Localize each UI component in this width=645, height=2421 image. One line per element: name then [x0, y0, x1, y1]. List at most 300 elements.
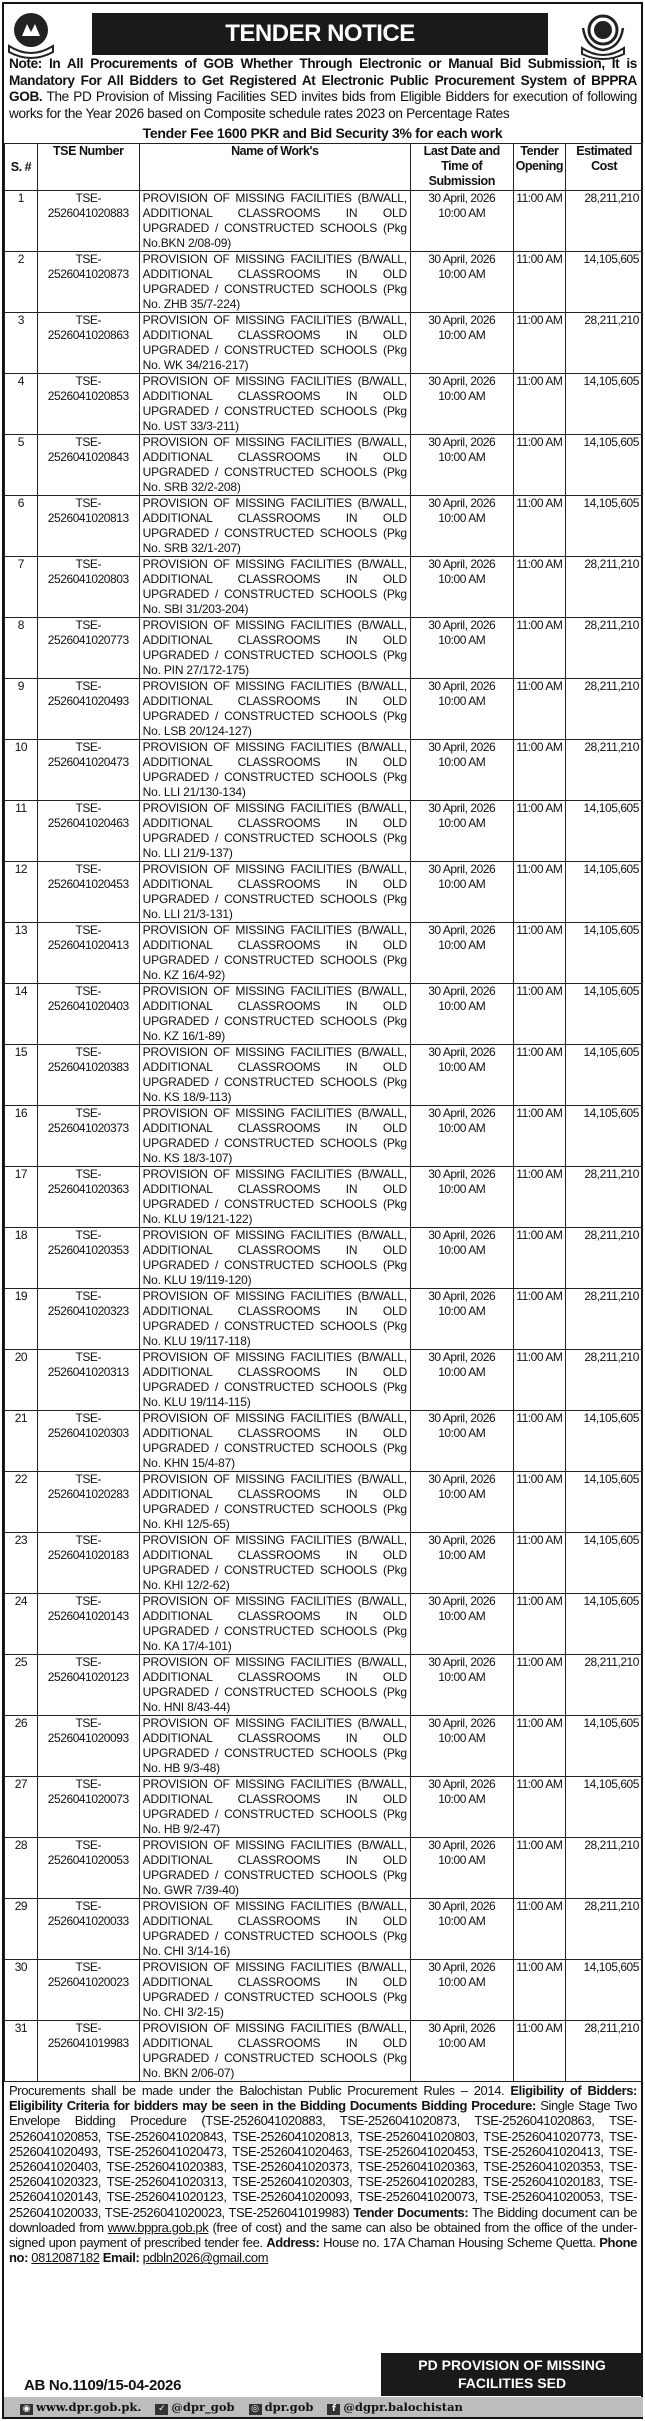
row-tse-number: TSE- 2526041020143 — [37, 1594, 139, 1655]
page-title: TENDER NOTICE — [92, 13, 548, 55]
row-submission-date: 30 April, 2026 10:00 AM — [410, 1167, 513, 1228]
package-number: Pkg No. ZHB 35/7-224 — [142, 282, 407, 311]
row-tse-number: TSE- 2526041020353 — [37, 1228, 139, 1289]
work-description: PROVISION OF MISSING FACILITIES (B/WALL, ADDITIONAL CLASSROOMS IN OLD UPGRADED / CONSTRUCTED SCHOOLS — [142, 374, 407, 418]
row-estimated-cost: 28,211,210 — [566, 1350, 643, 1411]
row-tse-number: TSE- 2526041020843 — [37, 435, 139, 496]
row-tse-number: TSE- 2526041020033 — [37, 1899, 139, 1960]
row-work-name: PROVISION OF MISSING FACILITIES (B/WALL, ADDITIONAL CLASSROOMS IN OLD UPGRADED / CONSTRUCTED SCHOOLS (Pkg No. BKN 2/06-07) — [139, 2021, 410, 2082]
row-tender-opening: 11:00 AM — [513, 1533, 566, 1594]
work-description: PROVISION OF MISSING FACILITIES (B/WALL, ADDITIONAL CLASSROOMS IN OLD UPGRADED / CONSTRUCTED SCHOOLS — [142, 1106, 407, 1150]
row-estimated-cost: 14,105,605 — [566, 1716, 643, 1777]
package-number: Pkg No. UST 33/3-211 — [142, 404, 407, 433]
row-submission-date: 30 April, 2026 10:00 AM — [410, 2021, 513, 2082]
row-estimated-cost: 28,211,210 — [566, 740, 643, 801]
row-estimated-cost: 14,105,605 — [566, 374, 643, 435]
row-submission-date: 30 April, 2026 10:00 AM — [410, 1411, 513, 1472]
row-submission-date: 30 April, 2026 10:00 AM — [410, 862, 513, 923]
package-number: Pkg No. KLU 19/117-118 — [142, 1319, 407, 1348]
row-work-name: PROVISION OF MISSING FACILITIES (B/WALL, ADDITIONAL CLASSROOMS IN OLD UPGRADED / CONSTRUCTED SCHOOLS (Pkg No. SRB 32/1-207) — [139, 496, 410, 557]
row-estimated-cost: 14,105,605 — [566, 984, 643, 1045]
row-sno: 15 — [5, 1045, 38, 1106]
row-tender-opening: 11:00 AM — [513, 618, 566, 679]
work-description: PROVISION OF MISSING FACILITIES (B/WALL, ADDITIONAL CLASSROOMS IN OLD UPGRADED / CONSTRUCTED SCHOOLS — [142, 313, 407, 357]
table-row — [5, 1472, 643, 1533]
row-sno: 5 — [5, 435, 38, 496]
row-tender-opening: 11:00 AM — [513, 740, 566, 801]
row-submission-date: 30 April, 2026 10:00 AM — [410, 923, 513, 984]
table-row — [5, 374, 643, 435]
table-row — [5, 1045, 643, 1106]
row-tse-number: TSE- 2526041020883 — [37, 191, 139, 252]
table-row — [5, 1838, 643, 1899]
work-description: PROVISION OF MISSING FACILITIES (B/WALL, ADDITIONAL CLASSROOMS IN OLD UPGRADED / CONSTRUCTED SCHOOLS — [142, 740, 407, 784]
row-estimated-cost: 28,211,210 — [566, 1655, 643, 1716]
instagram-icon: ◎ — [249, 2404, 262, 2415]
row-submission-date: 30 April, 2026 10:00 AM — [410, 435, 513, 496]
package-number: Pkg No. SRB 32/1-207 — [142, 526, 407, 555]
table-row — [5, 1960, 643, 2021]
row-tender-opening: 11:00 AM — [513, 1594, 566, 1655]
row-tender-opening: 11:00 AM — [513, 252, 566, 313]
row-tender-opening: 11:00 AM — [513, 557, 566, 618]
row-estimated-cost: 28,211,210 — [566, 618, 643, 679]
terms-text: Procurements shall be made under the Balochistan Public Procurement Rules – 2014. — [9, 2083, 511, 2098]
social-handle: dpr.gob — [264, 2399, 314, 2414]
row-tse-number: TSE- 2526041020123 — [37, 1655, 139, 1716]
row-tender-opening: 11:00 AM — [513, 679, 566, 740]
package-number: Pkg No. HB 9/3-48 — [142, 1746, 407, 1775]
row-sno: 1 — [5, 191, 38, 252]
package-number: Pkg No. KA 17/4-101 — [142, 1624, 407, 1653]
terms-text: The Bidding document can be downloaded from — [9, 2204, 637, 2235]
table-header-row — [5, 144, 643, 191]
row-submission-date: 30 April, 2026 10:00 AM — [410, 374, 513, 435]
row-work-name: PROVISION OF MISSING FACILITIES (B/WALL, ADDITIONAL CLASSROOMS IN OLD UPGRADED / CONSTRUCTED SCHOOLS (Pkg No. KHI 12/2-62) — [139, 1533, 410, 1594]
row-estimated-cost: 14,105,605 — [566, 1777, 643, 1838]
work-description: PROVISION OF MISSING FACILITIES (B/WALL, ADDITIONAL CLASSROOMS IN OLD UPGRADED / CONSTRUCTED SCHOOLS — [142, 2021, 407, 2065]
contact-link[interactable]: 0812087182 — [31, 2250, 100, 2266]
row-sno: 20 — [5, 1350, 38, 1411]
row-tender-opening: 11:00 AM — [513, 313, 566, 374]
ab-number: AB No.1109/15-04-2026 — [24, 2377, 182, 2394]
package-number: Pkg No. HNI 8/43-44 — [142, 1685, 407, 1714]
package-number: Pkg No. WK 34/216-217 — [142, 343, 407, 372]
row-sno: 31 — [5, 2021, 38, 2082]
row-tse-number: TSE- 2526041020813 — [37, 496, 139, 557]
twitter-icon: ✓ — [155, 2404, 168, 2415]
row-tse-number: TSE- 2526041020313 — [37, 1350, 139, 1411]
section-label: Eligibility of Bidders: Eligibility Criteria for bidders may be seen in the Bidding Documents Bidding Procedure: — [9, 2083, 637, 2114]
row-tender-opening: 11:00 AM — [513, 1899, 566, 1960]
row-tse-number: TSE- 2526041020413 — [37, 923, 139, 984]
row-submission-date: 30 April, 2026 10:00 AM — [410, 1594, 513, 1655]
row-tender-opening: 11:00 AM — [513, 1350, 566, 1411]
table-row — [5, 923, 643, 984]
row-estimated-cost: 14,105,605 — [566, 801, 643, 862]
row-tender-opening: 11:00 AM — [513, 374, 566, 435]
social-item[interactable] — [249, 2400, 314, 2415]
work-description: PROVISION OF MISSING FACILITIES (B/WALL, ADDITIONAL CLASSROOMS IN OLD UPGRADED / CONSTRUCTED SCHOOLS — [142, 1411, 407, 1455]
package-number: Pkg No. KS 18/9-113 — [142, 1075, 407, 1104]
row-tender-opening: 11:00 AM — [513, 862, 566, 923]
table-row — [5, 1899, 643, 1960]
row-work-name: PROVISION OF MISSING FACILITIES (B/WALL, ADDITIONAL CLASSROOMS IN OLD UPGRADED / CONSTRUCTED SCHOOLS (Pkg No. KLU 19/119-120) — [139, 1228, 410, 1289]
balochistan-govt-logo-icon — [6, 8, 56, 60]
package-number: Pkg No. KHI 12/5-65 — [142, 1502, 407, 1531]
social-item[interactable] — [155, 2400, 234, 2415]
table-row — [5, 679, 643, 740]
row-estimated-cost: 28,211,210 — [566, 1228, 643, 1289]
row-sno: 30 — [5, 1960, 38, 2021]
work-description: PROVISION OF MISSING FACILITIES (B/WALL, ADDITIONAL CLASSROOMS IN OLD UPGRADED / CONSTRUCTED SCHOOLS — [142, 984, 407, 1028]
row-submission-date: 30 April, 2026 10:00 AM — [410, 1350, 513, 1411]
work-description: PROVISION OF MISSING FACILITIES (B/WALL, ADDITIONAL CLASSROOMS IN OLD UPGRADED / CONSTRUCTED SCHOOLS — [142, 557, 407, 601]
row-tse-number: TSE- 2526041020383 — [37, 1045, 139, 1106]
table-row — [5, 1106, 643, 1167]
row-work-name: PROVISION OF MISSING FACILITIES (B/WALL, ADDITIONAL CLASSROOMS IN OLD UPGRADED / CONSTRUCTED SCHOOLS (Pkg No. UST 33/3-211) — [139, 374, 410, 435]
row-estimated-cost: 28,211,210 — [566, 1289, 643, 1350]
row-tse-number: TSE- 2526041020463 — [37, 801, 139, 862]
row-tender-opening: 11:00 AM — [513, 2021, 566, 2082]
table-row — [5, 1350, 643, 1411]
row-submission-date: 30 April, 2026 10:00 AM — [410, 1899, 513, 1960]
package-number: Pkg No. LLI 21/3-131 — [142, 892, 407, 921]
row-sno: 17 — [5, 1167, 38, 1228]
row-sno: 13 — [5, 923, 38, 984]
work-description: PROVISION OF MISSING FACILITIES (B/WALL, ADDITIONAL CLASSROOMS IN OLD UPGRADED / CONSTRUCTED SCHOOLS — [142, 1960, 407, 2004]
row-sno: 27 — [5, 1777, 38, 1838]
package-number: Pkg No. KHN 15/4-87 — [142, 1441, 407, 1470]
work-description: PROVISION OF MISSING FACILITIES (B/WALL, ADDITIONAL CLASSROOMS IN OLD UPGRADED / CONSTRUCTED SCHOOLS — [142, 1655, 407, 1699]
row-submission-date: 30 April, 2026 10:00 AM — [410, 984, 513, 1045]
row-tender-opening: 11:00 AM — [513, 1228, 566, 1289]
row-tse-number: TSE- 2526041020323 — [37, 1289, 139, 1350]
row-estimated-cost: 14,105,605 — [566, 1472, 643, 1533]
row-tender-opening: 11:00 AM — [513, 1167, 566, 1228]
row-submission-date: 30 April, 2026 10:00 AM — [410, 1533, 513, 1594]
row-tender-opening: 11:00 AM — [513, 923, 566, 984]
row-tender-opening: 11:00 AM — [513, 1472, 566, 1533]
work-description: PROVISION OF MISSING FACILITIES (B/WALL, ADDITIONAL CLASSROOMS IN OLD UPGRADED / CONSTRUCTED SCHOOLS — [142, 1838, 407, 1882]
row-estimated-cost: 14,105,605 — [566, 923, 643, 984]
work-description: PROVISION OF MISSING FACILITIES (B/WALL, ADDITIONAL CLASSROOMS IN OLD UPGRADED / CONSTRUCTED SCHOOLS — [142, 801, 407, 845]
row-tender-opening: 11:00 AM — [513, 1045, 566, 1106]
row-sno: 24 — [5, 1594, 38, 1655]
table-row — [5, 191, 643, 252]
table-row — [5, 435, 643, 496]
row-sno: 9 — [5, 679, 38, 740]
row-submission-date: 30 April, 2026 10:00 AM — [410, 1228, 513, 1289]
tender-table — [4, 143, 643, 2082]
work-description: PROVISION OF MISSING FACILITIES (B/WALL, ADDITIONAL CLASSROOMS IN OLD UPGRADED / CONSTRUCTED SCHOOLS — [142, 618, 407, 662]
emblem-logo-icon — [578, 8, 628, 60]
row-work-name: PROVISION OF MISSING FACILITIES (B/WALL, ADDITIONAL CLASSROOMS IN OLD UPGRADED / CONSTRUCTED SCHOOLS (Pkg No. HB 9/2-47) — [139, 1777, 410, 1838]
row-work-name: PROVISION OF MISSING FACILITIES (B/WALL, ADDITIONAL CLASSROOMS IN OLD UPGRADED / CONSTRUCTED SCHOOLS (Pkg No. KLU 19/121-122) — [139, 1167, 410, 1228]
table-row — [5, 1289, 643, 1350]
row-sno: 4 — [5, 374, 38, 435]
row-tender-opening: 11:00 AM — [513, 1777, 566, 1838]
work-description: PROVISION OF MISSING FACILITIES (B/WALL, ADDITIONAL CLASSROOMS IN OLD UPGRADED / CONSTRUCTED SCHOOLS — [142, 862, 407, 906]
table-row — [5, 1228, 643, 1289]
section-label: Phone no: — [9, 2235, 637, 2266]
row-submission-date: 30 April, 2026 10:00 AM — [410, 1289, 513, 1350]
row-submission-date: 30 April, 2026 10:00 AM — [410, 1045, 513, 1106]
row-sno: 7 — [5, 557, 38, 618]
row-estimated-cost: 28,211,210 — [566, 313, 643, 374]
row-tse-number: TSE- 2526041020853 — [37, 374, 139, 435]
table-row — [5, 862, 643, 923]
terms-text: Single Stage Two Envelope Bidding Procedure (TSE-2526041020883, TSE-2526041020873, TSE-2526041020863, TSE-2526041020853, TSE-2526041020843, TSE-2526041020813, TSE-2526041020803, TSE-2526041020773, TSE-2526041020493, TSE-2526041020473, TSE-2526041020463, TSE-2526041020453, TSE-2526041020413, TSE-2526041020403, TSE-2526041020383, TSE-2526041020373, TSE-2526041020363, TSE-2526041020353, TSE-2526041020323, TSE-2526041020313, TSE-2526041020303, TSE-2526041020283, TSE-2526041020183, TSE-2526041020143, TSE-2526041020123, TSE-2526041020093, TSE-2526041020073, TSE-2526041020053, TSE-2526041020033, TSE-2526041020023, TSE-2526041019983) — [9, 2098, 637, 2220]
row-tse-number: TSE- 2526041020453 — [37, 862, 139, 923]
row-submission-date: 30 April, 2026 10:00 AM — [410, 252, 513, 313]
row-tse-number: TSE- 2526041020023 — [37, 1960, 139, 2021]
signatory-line-1: PD PROVISION OF MISSING — [418, 2357, 606, 2373]
globe-icon: ◉ — [20, 2404, 33, 2415]
work-description: PROVISION OF MISSING FACILITIES (B/WALL, ADDITIONAL CLASSROOMS IN OLD UPGRADED / CONSTRUCTED SCHOOLS — [142, 1594, 407, 1638]
row-submission-date: 30 April, 2026 10:00 AM — [410, 740, 513, 801]
row-tse-number: TSE- 2526041020773 — [37, 618, 139, 679]
row-work-name: PROVISION OF MISSING FACILITIES (B/WALL, ADDITIONAL CLASSROOMS IN OLD UPGRADED / CONSTRUCTED SCHOOLS (Pkg No. HNI 8/43-44) — [139, 1655, 410, 1716]
note-text: The PD Provision of Missing Facilities SED invites bids from Eligible Bidders for execution of following works for the Year 2026 based on Composite schedule rates 2023 on Percentage Rates — [9, 89, 637, 121]
row-tse-number: TSE- 2526041020183 — [37, 1533, 139, 1594]
row-work-name: PROVISION OF MISSING FACILITIES (B/WALL, ADDITIONAL CLASSROOMS IN OLD UPGRADED / CONSTRUCTED SCHOOLS (Pkg No. SRB 32/2-208) — [139, 435, 410, 496]
row-tender-opening: 11:00 AM — [513, 1960, 566, 2021]
header-cost: Estimated Cost — [566, 144, 643, 191]
package-number: Pkg No. KS 18/3-107 — [142, 1136, 407, 1165]
contact-link[interactable]: www.bppra.gob.pk — [107, 2219, 209, 2235]
note-bold: Note: In All Procurements of GOB Whether Through Electronic or Manual Bid Submission, It is Mandatory For All Bidders to Get Registered At Electronic Public Procurement System of BPPRA GOB. — [9, 56, 637, 104]
row-estimated-cost: 28,211,210 — [566, 1167, 643, 1228]
row-sno: 12 — [5, 862, 38, 923]
row-tender-opening: 11:00 AM — [513, 191, 566, 252]
work-description: PROVISION OF MISSING FACILITIES (B/WALL, ADDITIONAL CLASSROOMS IN OLD UPGRADED / CONSTRUCTED SCHOOLS — [142, 1533, 407, 1577]
package-number: Pkg No.BKN 2/08-09 — [142, 221, 407, 250]
work-description: PROVISION OF MISSING FACILITIES (B/WALL, ADDITIONAL CLASSROOMS IN OLD UPGRADED / CONSTRUCTED SCHOOLS — [142, 679, 407, 723]
row-estimated-cost: 14,105,605 — [566, 1045, 643, 1106]
header-tse: TSE Number — [37, 144, 139, 191]
row-work-name: PROVISION OF MISSING FACILITIES (B/WALL, ADDITIONAL CLASSROOMS IN OLD UPGRADED / CONSTRUCTED SCHOOLS (Pkg No. PIN 27/172-175) — [139, 618, 410, 679]
work-description: PROVISION OF MISSING FACILITIES (B/WALL, ADDITIONAL CLASSROOMS IN OLD UPGRADED / CONSTRUCTED SCHOOLS — [142, 1472, 407, 1516]
table-row — [5, 313, 643, 374]
row-work-name: PROVISION OF MISSING FACILITIES (B/WALL, ADDITIONAL CLASSROOMS IN OLD UPGRADED / CONSTRUCTED SCHOOLS (Pkg No. KHN 15/4-87) — [139, 1411, 410, 1472]
package-number: Pkg No. HB 9/2-47 — [142, 1807, 407, 1836]
row-submission-date: 30 April, 2026 10:00 AM — [410, 313, 513, 374]
row-sno: 6 — [5, 496, 38, 557]
row-work-name: PROVISION OF MISSING FACILITIES (B/WALL, ADDITIONAL CLASSROOMS IN OLD UPGRADED / CONSTRUCTED SCHOOLS (Pkg No. KLU 19/114-115) — [139, 1350, 410, 1411]
row-work-name: PROVISION OF MISSING FACILITIES (B/WALL, ADDITIONAL CLASSROOMS IN OLD UPGRADED / CONSTRUCTED SCHOOLS (Pkg No. KA 17/4-101) — [139, 1594, 410, 1655]
row-tse-number: TSE- 2526041019983 — [37, 2021, 139, 2082]
table-row — [5, 557, 643, 618]
row-tender-opening: 11:00 AM — [513, 1106, 566, 1167]
package-number: Pkg No. GWR 7/39-40 — [142, 1868, 407, 1897]
row-work-name: PROVISION OF MISSING FACILITIES (B/WALL, ADDITIONAL CLASSROOMS IN OLD UPGRADED / CONSTRUCTED SCHOOLS (Pkg No. SBI 31/203-204) — [139, 557, 410, 618]
row-sno: 2 — [5, 252, 38, 313]
facebook-icon: f — [327, 2404, 340, 2415]
package-number: Pkg No. KLU 19/121-122 — [142, 1197, 407, 1226]
row-submission-date: 30 April, 2026 10:00 AM — [410, 1472, 513, 1533]
row-tse-number: TSE- 2526041020403 — [37, 984, 139, 1045]
row-sno: 10 — [5, 740, 38, 801]
work-description: PROVISION OF MISSING FACILITIES (B/WALL, ADDITIONAL CLASSROOMS IN OLD UPGRADED / CONSTRUCTED SCHOOLS — [142, 191, 407, 235]
header-sno: S. # — [5, 144, 38, 191]
row-estimated-cost: 28,211,210 — [566, 1838, 643, 1899]
row-tender-opening: 11:00 AM — [513, 435, 566, 496]
work-description: PROVISION OF MISSING FACILITIES (B/WALL, ADDITIONAL CLASSROOMS IN OLD UPGRADED / CONSTRUCTED SCHOOLS — [142, 1716, 407, 1760]
table-row — [5, 1716, 643, 1777]
row-sno: 11 — [5, 801, 38, 862]
table-row — [5, 740, 643, 801]
row-sno: 23 — [5, 1533, 38, 1594]
row-sno: 14 — [5, 984, 38, 1045]
row-work-name: PROVISION OF MISSING FACILITIES (B/WALL, ADDITIONAL CLASSROOMS IN OLD UPGRADED / CONSTRUCTED SCHOOLS (Pkg No. KLU 19/117-118) — [139, 1289, 410, 1350]
work-description: PROVISION OF MISSING FACILITIES (B/WALL, ADDITIONAL CLASSROOMS IN OLD UPGRADED / CONSTRUCTED SCHOOLS — [142, 923, 407, 967]
work-description: PROVISION OF MISSING FACILITIES (B/WALL, ADDITIONAL CLASSROOMS IN OLD UPGRADED / CONSTRUCTED SCHOOLS — [142, 1228, 407, 1272]
row-work-name: PROVISION OF MISSING FACILITIES (B/WALL, ADDITIONAL CLASSROOMS IN OLD UPGRADED / CONSTRUCTED SCHOOLS (Pkg No. LLI 21/9-137) — [139, 801, 410, 862]
row-sno: 26 — [5, 1716, 38, 1777]
package-number: Pkg No. KZ 16/1-89 — [142, 1014, 407, 1043]
row-sno: 19 — [5, 1289, 38, 1350]
package-number: Pkg No. KZ 16/4-92 — [142, 953, 407, 982]
social-item[interactable] — [20, 2400, 141, 2415]
row-work-name: PROVISION OF MISSING FACILITIES (B/WALL, ADDITIONAL CLASSROOMS IN OLD UPGRADED / CONSTRUCTED SCHOOLS (Pkg No. CHI 3/2-15) — [139, 1960, 410, 2021]
row-submission-date: 30 April, 2026 10:00 AM — [410, 1655, 513, 1716]
row-submission-date: 30 April, 2026 10:00 AM — [410, 1716, 513, 1777]
work-description: PROVISION OF MISSING FACILITIES (B/WALL, ADDITIONAL CLASSROOMS IN OLD UPGRADED / CONSTRUCTED SCHOOLS — [142, 1289, 407, 1333]
row-tender-opening: 11:00 AM — [513, 801, 566, 862]
table-row — [5, 801, 643, 862]
social-item[interactable] — [327, 2400, 463, 2415]
header-name: Name of Work's — [139, 144, 410, 191]
row-tender-opening: 11:00 AM — [513, 1716, 566, 1777]
work-description: PROVISION OF MISSING FACILITIES (B/WALL, ADDITIONAL CLASSROOMS IN OLD UPGRADED / CONSTRUCTED SCHOOLS — [142, 1777, 407, 1821]
row-submission-date: 30 April, 2026 10:00 AM — [410, 679, 513, 740]
package-number: Pkg No. CHI 3/2-15 — [142, 1990, 407, 2019]
row-tse-number: TSE- 2526041020493 — [37, 679, 139, 740]
package-number: Pkg No. LSB 20/124-127 — [142, 709, 407, 738]
section-label: Address: — [266, 2235, 320, 2251]
row-work-name: PROVISION OF MISSING FACILITIES (B/WALL, ADDITIONAL CLASSROOMS IN OLD UPGRADED / CONSTRUCTED SCHOOLS (Pkg No. LSB 20/124-127) — [139, 679, 410, 740]
row-work-name: PROVISION OF MISSING FACILITIES (B/WALL, ADDITIONAL CLASSROOMS IN OLD UPGRADED / CONSTRUCTED SCHOOLS (Pkg No. CHI 3/14-16) — [139, 1899, 410, 1960]
row-work-name: PROVISION OF MISSING FACILITIES (B/WALL, ADDITIONAL CLASSROOMS IN OLD UPGRADED / CONSTRUCTED SCHOOLS (Pkg No.BKN 2/08-09) — [139, 191, 410, 252]
row-estimated-cost: 14,105,605 — [566, 862, 643, 923]
row-estimated-cost: 28,211,210 — [566, 557, 643, 618]
row-submission-date: 30 April, 2026 10:00 AM — [410, 557, 513, 618]
row-sno: 3 — [5, 313, 38, 374]
row-estimated-cost: 28,211,210 — [566, 191, 643, 252]
row-submission-date: 30 April, 2026 10:00 AM — [410, 496, 513, 557]
row-sno: 28 — [5, 1838, 38, 1899]
section-label: Email: — [102, 2250, 140, 2266]
work-description: PROVISION OF MISSING FACILITIES (B/WALL, ADDITIONAL CLASSROOMS IN OLD UPGRADED / CONSTRUCTED SCHOOLS — [142, 496, 407, 540]
package-number: Pkg No. LLI 21/130-134 — [142, 770, 407, 799]
row-sno: 25 — [5, 1655, 38, 1716]
contact-link[interactable]: pdbln2026@gmail.com — [142, 2250, 269, 2266]
package-number: Pkg No. PIN 27/172-175 — [142, 648, 407, 677]
row-submission-date: 30 April, 2026 10:00 AM — [410, 1777, 513, 1838]
row-submission-date: 30 April, 2026 10:00 AM — [410, 618, 513, 679]
row-submission-date: 30 April, 2026 10:00 AM — [410, 801, 513, 862]
social-bar — [4, 2397, 643, 2417]
work-description: PROVISION OF MISSING FACILITIES (B/WALL, ADDITIONAL CLASSROOMS IN OLD UPGRADED / CONSTRUCTED SCHOOLS — [142, 252, 407, 296]
procurement-terms — [9, 2083, 637, 2265]
table-row — [5, 1594, 643, 1655]
terms-text: (free of cost) and the same can also be obtained from the office of the under-signed upon payment of prescribed tender fee. — [9, 2219, 637, 2251]
table-row — [5, 496, 643, 557]
social-handle: www.dpr.gob.pk. — [36, 2399, 142, 2414]
row-estimated-cost: 14,105,605 — [566, 435, 643, 496]
row-estimated-cost: 14,105,605 — [566, 1960, 643, 2021]
row-sno: 21 — [5, 1411, 38, 1472]
row-tse-number: TSE- 2526041020073 — [37, 1777, 139, 1838]
row-tse-number: TSE- 2526041020093 — [37, 1716, 139, 1777]
row-tse-number: TSE- 2526041020053 — [37, 1838, 139, 1899]
row-sno: 29 — [5, 1899, 38, 1960]
row-tse-number: TSE- 2526041020363 — [37, 1167, 139, 1228]
social-handle: @dgpr.balochistan — [343, 2399, 463, 2414]
row-sno: 8 — [5, 618, 38, 679]
row-sno: 18 — [5, 1228, 38, 1289]
row-tender-opening: 11:00 AM — [513, 496, 566, 557]
row-submission-date: 30 April, 2026 10:00 AM — [410, 1106, 513, 1167]
row-tse-number: TSE- 2526041020283 — [37, 1472, 139, 1533]
social-handle: @dpr_gob — [171, 2399, 235, 2414]
row-estimated-cost: 14,105,605 — [566, 1106, 643, 1167]
row-tse-number: TSE- 2526041020373 — [37, 1106, 139, 1167]
row-work-name: PROVISION OF MISSING FACILITIES (B/WALL, ADDITIONAL CLASSROOMS IN OLD UPGRADED / CONSTRUCTED SCHOOLS (Pkg No. KS 18/3-107) — [139, 1106, 410, 1167]
row-tse-number: TSE- 2526041020303 — [37, 1411, 139, 1472]
signatory-line-2: FACILITIES SED — [457, 2375, 567, 2391]
row-work-name: PROVISION OF MISSING FACILITIES (B/WALL, ADDITIONAL CLASSROOMS IN OLD UPGRADED / CONSTRUCTED SCHOOLS (Pkg No. KZ 16/1-89) — [139, 984, 410, 1045]
header-date: Last Date and Time of Submission — [410, 144, 513, 191]
work-description: PROVISION OF MISSING FACILITIES (B/WALL, ADDITIONAL CLASSROOMS IN OLD UPGRADED / CONSTRUCTED SCHOOLS — [142, 435, 407, 479]
package-number: Pkg No. LLI 21/9-137 — [142, 831, 407, 860]
row-tender-opening: 11:00 AM — [513, 1411, 566, 1472]
work-description: PROVISION OF MISSING FACILITIES (B/WALL, ADDITIONAL CLASSROOMS IN OLD UPGRADED / CONSTRUCTED SCHOOLS — [142, 1899, 407, 1943]
package-number: Pkg No. KLU 19/119-120 — [142, 1258, 407, 1287]
table-row — [5, 2021, 643, 2082]
row-tender-opening: 11:00 AM — [513, 984, 566, 1045]
tender-fee-line: Tender Fee 1600 PKR and Bid Security 3% for each work — [142, 125, 503, 141]
row-work-name: PROVISION OF MISSING FACILITIES (B/WALL, ADDITIONAL CLASSROOMS IN OLD UPGRADED / CONSTRUCTED SCHOOLS (Pkg No. KZ 16/4-92) — [139, 923, 410, 984]
row-work-name: PROVISION OF MISSING FACILITIES (B/WALL, ADDITIONAL CLASSROOMS IN OLD UPGRADED / CONSTRUCTED SCHOOLS (Pkg No. KHI 12/5-65) — [139, 1472, 410, 1533]
row-tse-number: TSE- 2526041020873 — [37, 252, 139, 313]
row-work-name: PROVISION OF MISSING FACILITIES (B/WALL, ADDITIONAL CLASSROOMS IN OLD UPGRADED / CONSTRUCTED SCHOOLS (Pkg No. KS 18/9-113) — [139, 1045, 410, 1106]
table-row — [5, 252, 643, 313]
row-estimated-cost: 14,105,605 — [566, 1411, 643, 1472]
row-estimated-cost: 28,211,210 — [566, 679, 643, 740]
row-estimated-cost: 14,105,605 — [566, 252, 643, 313]
row-submission-date: 30 April, 2026 10:00 AM — [410, 191, 513, 252]
row-tender-opening: 11:00 AM — [513, 1838, 566, 1899]
row-estimated-cost: 14,105,605 — [566, 496, 643, 557]
terms-text: House no. 17A Chaman Housing Scheme Quetta. — [319, 2235, 600, 2251]
work-description: PROVISION OF MISSING FACILITIES (B/WALL, ADDITIONAL CLASSROOMS IN OLD UPGRADED / CONSTRUCTED SCHOOLS — [142, 1350, 407, 1394]
row-work-name: PROVISION OF MISSING FACILITIES (B/WALL, ADDITIONAL CLASSROOMS IN OLD UPGRADED / CONSTRUCTED SCHOOLS (Pkg No. LLI 21/3-131) — [139, 862, 410, 923]
row-sno: 16 — [5, 1106, 38, 1167]
package-number: Pkg No. KLU 19/114-115 — [142, 1380, 407, 1409]
package-number: Pkg No. KHI 12/2-62 — [142, 1563, 407, 1592]
package-number: Pkg No. BKN 2/06-07 — [142, 2051, 407, 2080]
section-label: Tender Documents: — [353, 2204, 469, 2220]
signatory-box — [381, 2353, 643, 2396]
row-estimated-cost: 28,211,210 — [566, 1899, 643, 1960]
row-work-name: PROVISION OF MISSING FACILITIES (B/WALL, ADDITIONAL CLASSROOMS IN OLD UPGRADED / CONSTRUCTED SCHOOLS (Pkg No. GWR 7/39-40) — [139, 1838, 410, 1899]
row-work-name: PROVISION OF MISSING FACILITIES (B/WALL, ADDITIONAL CLASSROOMS IN OLD UPGRADED / CONSTRUCTED SCHOOLS (Pkg No. WK 34/216-217) — [139, 313, 410, 374]
package-number: Pkg No. CHI 3/14-16 — [142, 1929, 407, 1958]
table-row — [5, 1777, 643, 1838]
work-description: PROVISION OF MISSING FACILITIES (B/WALL, ADDITIONAL CLASSROOMS IN OLD UPGRADED / CONSTRUCTED SCHOOLS — [142, 1167, 407, 1211]
